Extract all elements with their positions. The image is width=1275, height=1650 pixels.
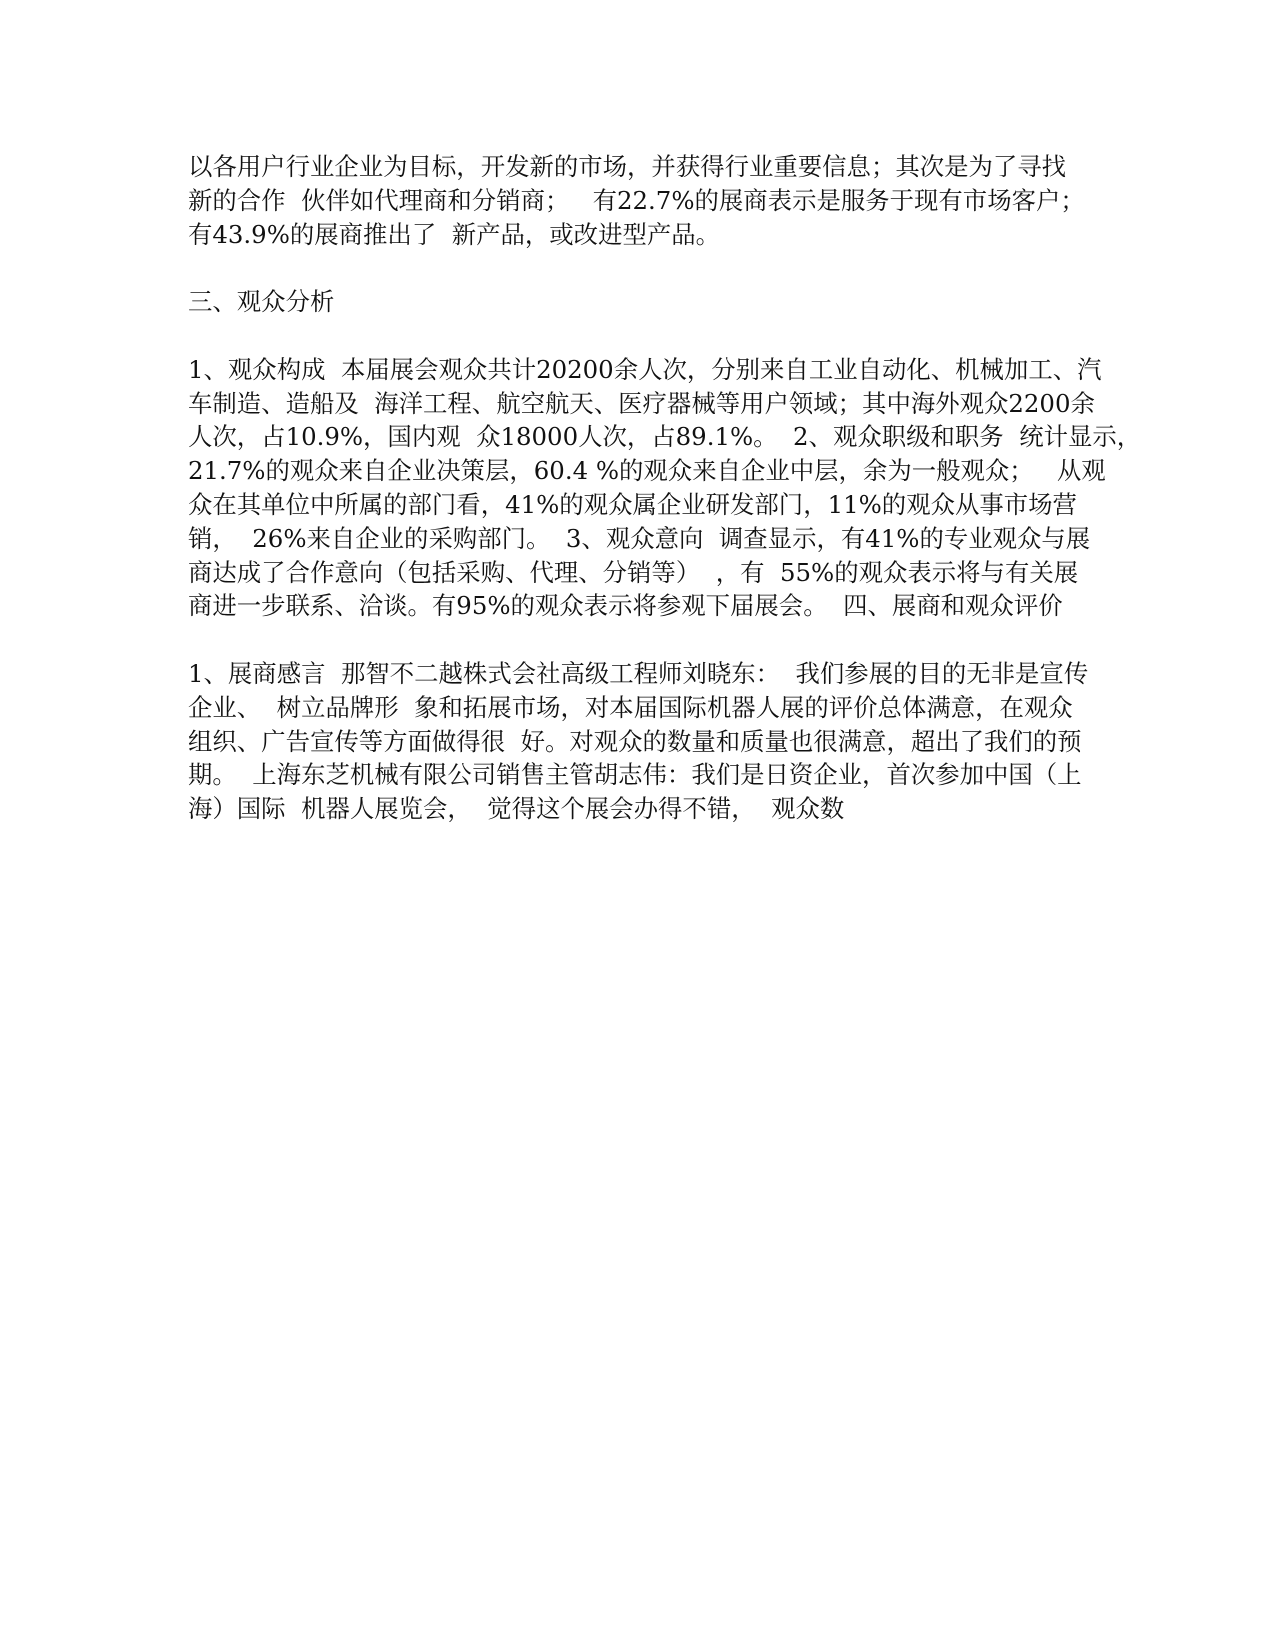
text-line: 有43.9%的展商推出了 新产品，或改进型产品。 bbox=[188, 219, 721, 249]
text-line: 海）国际 机器人展览会， 觉得这个展会办得不错， 观众数 bbox=[188, 794, 845, 824]
text-line: 销， 26%来自企业的采购部门。 3、观众意向 调查显示，有41%的专业观众与展 bbox=[188, 523, 1091, 553]
text-line: 人次，占10.9%，国内观 众18000人次，占89.1%。 2、观众职级和职务 统计显示， bbox=[188, 422, 1142, 452]
paragraph-audience-composition bbox=[188, 353, 1142, 623]
text-line: 21.7%的观众来自企业决策层，60.4 %的观众来自企业中层，余为一般观众； 从观 bbox=[188, 456, 1106, 486]
text-line: 期。 上海东芝机械有限公司销售主管胡志伟：我们是日资企业，首次参加中国（上 bbox=[188, 760, 1082, 790]
heading-text: 三、观众分析 bbox=[188, 287, 335, 317]
text-line: 组织、广告宣传等方面做得很 好。对观众的数量和质量也很满意，超出了我们的预 bbox=[188, 726, 1082, 756]
section-heading-audience-analysis bbox=[188, 285, 1108, 319]
text-line: 新的合作 伙伴如代理商和分销商； 有22.7%的展商表示是服务于现有市场客户； bbox=[188, 185, 1085, 215]
text-line: 商达成了合作意向（包括采购、代理、分销等） ，有 55%的观众表示将与有关展 bbox=[188, 557, 1079, 587]
document-body bbox=[188, 150, 1142, 860]
text-line: 以各用户行业企业为目标，开发新的市场，并获得行业重要信息；其次是为了寻找 bbox=[188, 152, 1067, 181]
text-line: 1、展商感言 那智不二越株式会社高级工程师刘晓东： 我们参展的目的无非是宣传 bbox=[188, 658, 1089, 688]
text-line: 1、观众构成 本届展会观众共计20200余人次，分别来自工业自动化、机械加工、汽 bbox=[188, 354, 1102, 384]
text-line: 商进一步联系、洽谈。有95%的观众表示将参观下届展会。 四、展商和观众评价 bbox=[188, 591, 1063, 621]
paragraph-exhibitor-testimonials bbox=[188, 657, 1108, 826]
text-line: 车制造、造船及 海洋工程、航空航天、医疗器械等用户领域；其中海外观众2200余 bbox=[188, 388, 1095, 418]
text-line: 企业、 树立品牌形 象和拓展市场，对本届国际机器人展的评价总体满意，在观众 bbox=[188, 692, 1073, 722]
text-line: 众在其单位中所属的部门看，41%的观众属企业研发部门，11%的观众从事市场营 bbox=[188, 489, 1077, 519]
paragraph-exhibitor-goals bbox=[188, 150, 1108, 251]
